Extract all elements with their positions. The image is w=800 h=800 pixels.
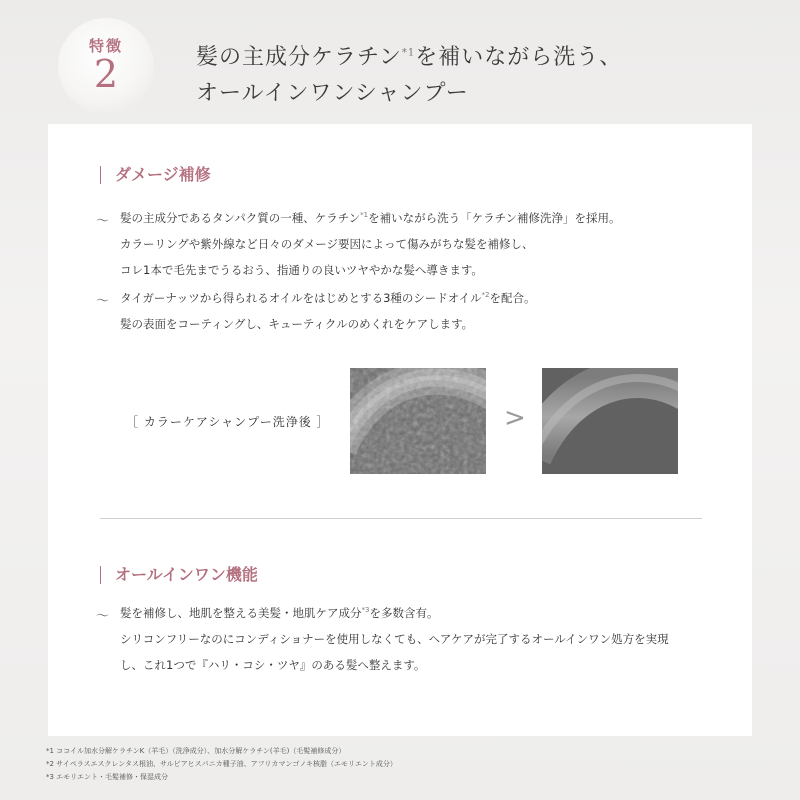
headline-footnote-mark: *1 (401, 47, 416, 59)
body-line (120, 605, 438, 621)
footnote-mark: *3 (361, 606, 370, 615)
body-line (120, 290, 535, 306)
body-text: を補いながら洗う「ケラチン補修洗浄」を採用。 (368, 211, 621, 225)
section-title-damage-repair: ダメージ補修 (100, 166, 211, 184)
hair-after-image (542, 368, 678, 474)
body-line (120, 210, 621, 226)
body-line: し、これ1つで『ハリ・コシ・ツヤ』のある髪へ整えます。 (120, 658, 426, 672)
headline-line1 (196, 40, 622, 71)
body-text: を多数含有。 (369, 606, 439, 620)
bullet-mark: 〜 (96, 294, 110, 309)
section-divider (100, 518, 702, 519)
headline-text-end: を補いながら洗う、 (415, 45, 623, 70)
headline-line2: オールインワンシャンプー (196, 81, 469, 106)
body-line: カラーリングや紫外線など日々のダメージ要因によって傷みがちな髪を補修し、 (120, 237, 534, 251)
section-title-all-in-one: オールインワン機能 (100, 566, 258, 584)
body-line: シリコンフリーなのにコンディショナーを使用しなくても、ヘアケアが完了するオールインワン処方を実現 (120, 632, 669, 646)
headline-text: 髪の主成分ケラチン (196, 45, 402, 70)
footnote-1: *1 ココイル加水分解ケラチンK（羊毛）（洗浄成分）、加水分解ケラチン(羊毛)（毛髪補修成分） (46, 747, 346, 755)
comparison-arrow: > (504, 403, 526, 433)
feature-badge-number: 2 (93, 52, 119, 96)
footnote-mark: *1 (360, 211, 369, 220)
footnote-mark: *2 (481, 291, 490, 300)
body-text: 髪を補修し、地肌を整える美髪・地肌ケア成分 (120, 606, 362, 620)
bullet-mark: 〜 (96, 609, 110, 624)
body-text: を配合。 (489, 291, 536, 305)
body-text: 髪の主成分であるタンパク質の一種、ケラチン (120, 211, 361, 225)
body-line: コレ1本で毛先までうるおう、指通りの良いツヤやかな髪へ導きます。 (120, 263, 483, 277)
body-text: タイガーナッツから得られるオイルをはじめとする3種のシードオイル (120, 291, 482, 305)
body-line: 髪の表面をコーティングし、キューティクルのめくれをケアします。 (120, 317, 474, 331)
footnote-2: *2 サイペラスエスクレンタス根油、サルビアヒスパニカ種子油、アフリカマンゴノキ核脂（エモリエント成分） (46, 760, 397, 768)
feature-badge (58, 18, 154, 114)
bullet-mark: 〜 (96, 214, 110, 229)
footnote-3: *3 エモリエント・毛髪補修・保湿成分 (46, 773, 169, 781)
feature-badge-label: 特徴 (88, 37, 123, 55)
comparison-label: ［ カラーケアシャンプー洗浄後 ］ (126, 415, 330, 429)
hair-before-image (350, 368, 486, 474)
